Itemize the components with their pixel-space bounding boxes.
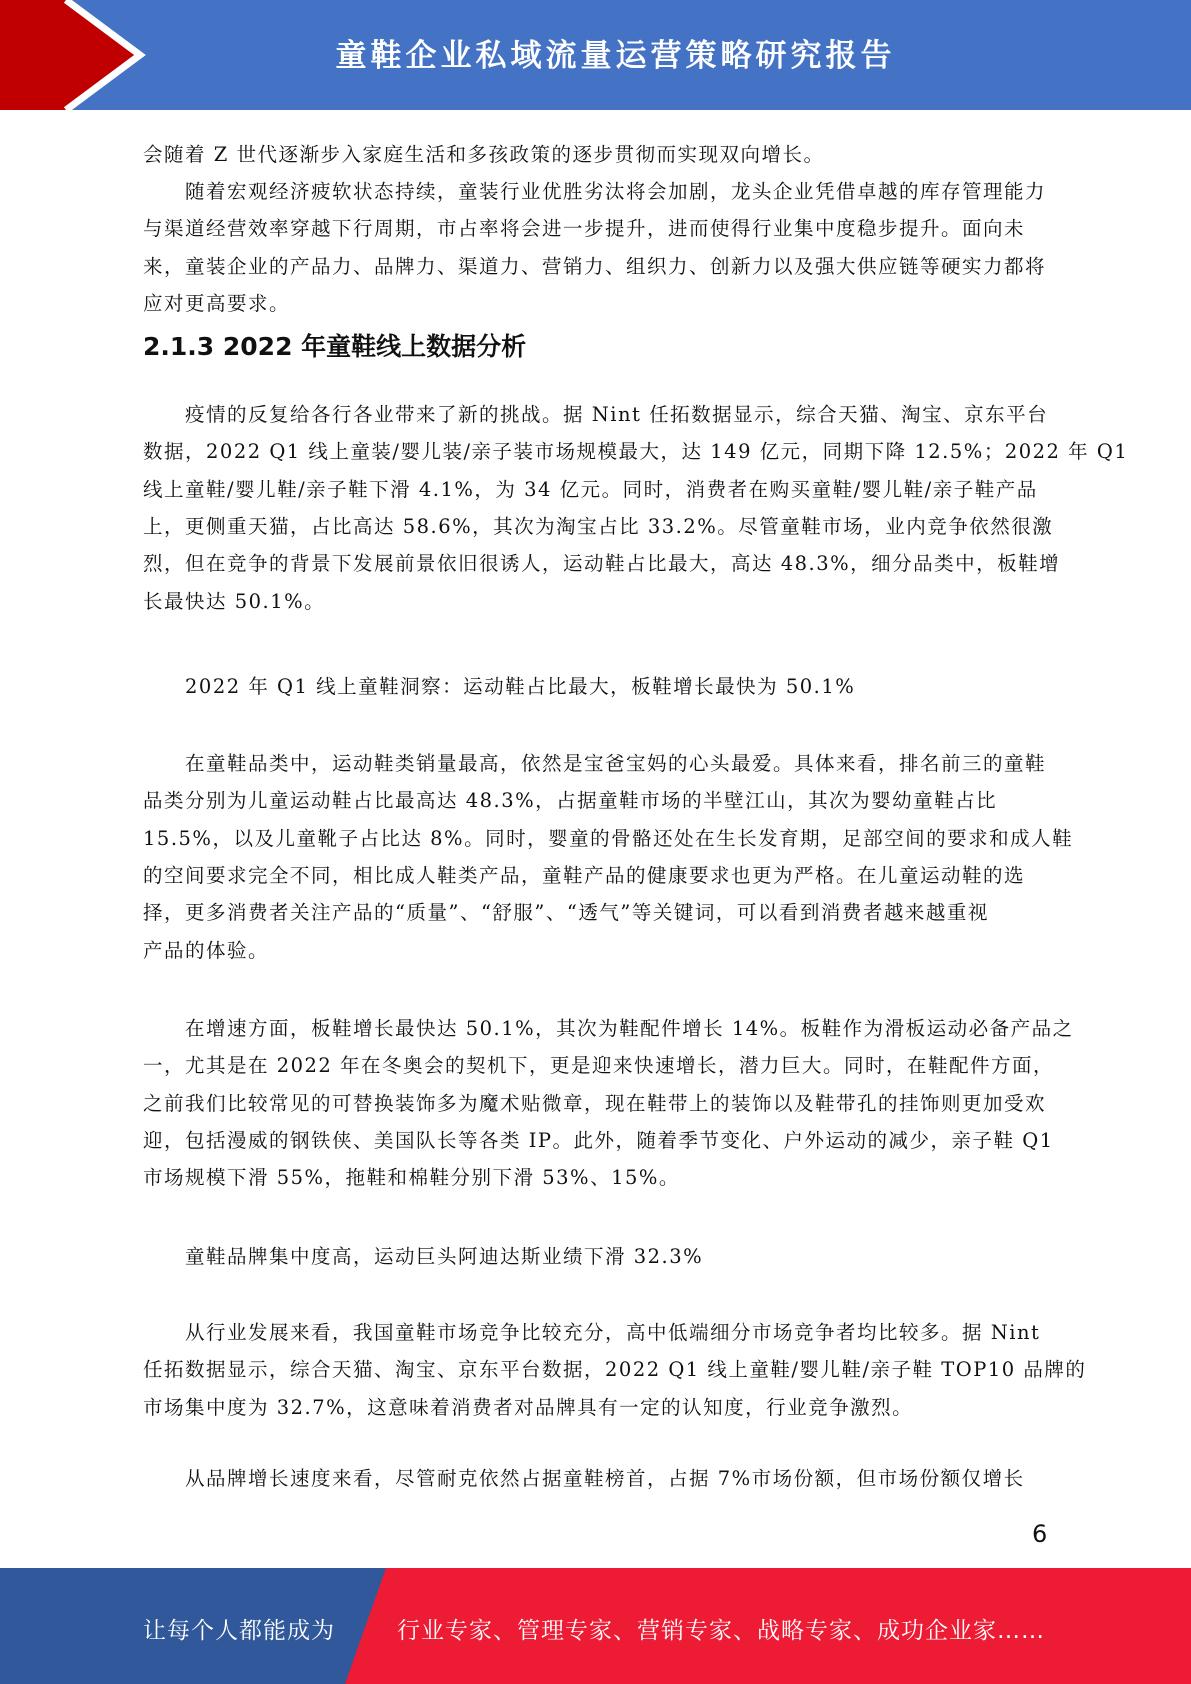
paragraph-line: 上，更侧重天猫，占比高达 58.6%，其次为淘宝占比 33.2%。尽管童鞋市场，业内竞争依然很激 [143, 514, 1054, 538]
paragraph-line: 从行业发展来看，我国童鞋市场竞争比较充分，高中低端细分市场竞争者均比较多。据 Nint [185, 1321, 1041, 1344]
paragraph-line: 迎，包括漫威的钢铁侠、美国队长等各类 IP。此外，随着季节变化、户外运动的减少，亲子鞋 Q1 [143, 1128, 1054, 1152]
paragraph-line: 从品牌增长速度来看，尽管耐克依然占据童鞋榜首，占据 7%市场份额，但市场份额仅增长 [185, 1467, 1025, 1490]
paragraph-line: 来，童装企业的产品力、品牌力、渠道力、营销力、组织力、创新力以及强大供应链等硬实力都将 [143, 254, 1047, 278]
paragraph-line: 一，尤其是在 2022 年在冬奥会的契机下，更是迎来快速增长，潜力巨大。同时，在鞋配件方面， [143, 1054, 1055, 1078]
footer-slogan-left: 让每个人都能成为 [143, 1618, 335, 1644]
report-title: 童鞋企业私域流量运营策略研究报告 [335, 38, 896, 74]
page-number: 6 [1032, 1520, 1048, 1548]
paragraph-line: 与渠道经营效率穿越下行周期，市占率将会进一步提升，进而使得行业集中度稳步提升。面向未 [143, 217, 1026, 241]
paragraph-line: 之前我们比较常见的可替换装饰多为魔术贴微章，现在鞋带上的装饰以及鞋带孔的挂饰则更加受欢 [143, 1091, 1047, 1115]
page-header [0, 0, 1191, 110]
paragraph-line: 产品的体验。 [143, 938, 270, 962]
paragraph-line: 应对更高要求。 [143, 291, 291, 315]
paragraph-line: 市场规模下滑 55%，拖鞋和棉鞋分别下滑 53%、15%。 [143, 1166, 680, 1190]
paragraph-line: 会随着 Z 世代逐渐步入家庭生活和多孩政策的逐步贯彻而实现双向增长。 [143, 143, 825, 166]
footer-slogan-right: 行业专家、管理专家、营销专家、战略专家、成功企业家…… [397, 1618, 1045, 1644]
paragraph-line: 疫情的反复给各行各业带来了新的挑战。据 Nint 任拓数据显示，综合天猫、淘宝、京东平台 [185, 403, 1049, 426]
paragraph-line: 的空间要求完全不同，相比成人鞋类产品，童鞋产品的健康要求也更为严格。在儿童运动鞋的选 [143, 863, 1026, 887]
paragraph-line: 长最快达 50.1%。 [143, 589, 326, 613]
paragraph-line: 在增速方面，板鞋增长最快达 50.1%，其次为鞋配件增长 14%。板鞋作为滑板运动必备产品之 [185, 1017, 1074, 1040]
paragraph-line: 择，更多消费者关注产品的“质量”、“舒服”、“透气”等关键词，可以看到消费者越来越重视 [143, 901, 989, 925]
paragraph-line: 在童鞋品类中，运动鞋类销量最高，依然是宝爸宝妈的心头最爱。具体来看，排名前三的童鞋 [185, 752, 1047, 775]
paragraph-line: 随着宏观经济疲软状态持续，童装行业优胜劣汰将会加剧，龙头企业凭借卓越的库存管理能力 [185, 180, 1047, 203]
section-heading: 2.1.3 2022 年童鞋线上数据分析 [143, 332, 527, 361]
page-footer [0, 1568, 1191, 1684]
paragraph-line: 15.5%，以及儿童靴子占比达 8%。同时，婴童的骨骼还处在生长发育期，足部空间的要求和成人鞋 [143, 826, 1074, 850]
paragraph-line: 市场集中度为 32.7%，这意味着消费者对品牌具有一定的认知度，行业竞争激烈。 [143, 1395, 914, 1419]
paragraph-line: 数据，2022 Q1 线上童装/婴儿装/亲子装市场规模最大，达 149 亿元，同期下降 12.5%；2022 年 Q1 [143, 440, 1129, 464]
paragraph-line: 线上童鞋/婴儿鞋/亲子鞋下滑 4.1%，为 34 亿元。同时，消费者在购买童鞋/婴儿鞋/亲子鞋产品 [143, 477, 1038, 501]
paragraph-line: 品类分别为儿童运动鞋占比最高达 48.3%，占据童鞋市场的半壁江山，其次为婴幼童鞋占比 [143, 789, 998, 813]
paragraph-line: 任拓数据显示，综合天猫、淘宝、京东平台数据，2022 Q1 线上童鞋/婴儿鞋/亲子鞋 TOP10 品牌的 [143, 1358, 1087, 1382]
caption-brand-concentration: 童鞋品牌集中度高，运动巨头阿迪达斯业绩下滑 32.3% [185, 1245, 704, 1268]
paragraph-line: 烈，但在竞争的背景下发展前景依旧很诱人，运动鞋占比最大，高达 48.3%，细分品类中，板鞋增 [143, 552, 1061, 576]
caption-online-shoes-insight: 2022 年 Q1 线上童鞋洞察：运动鞋占比最大，板鞋增长最快为 50.1% [185, 675, 856, 698]
